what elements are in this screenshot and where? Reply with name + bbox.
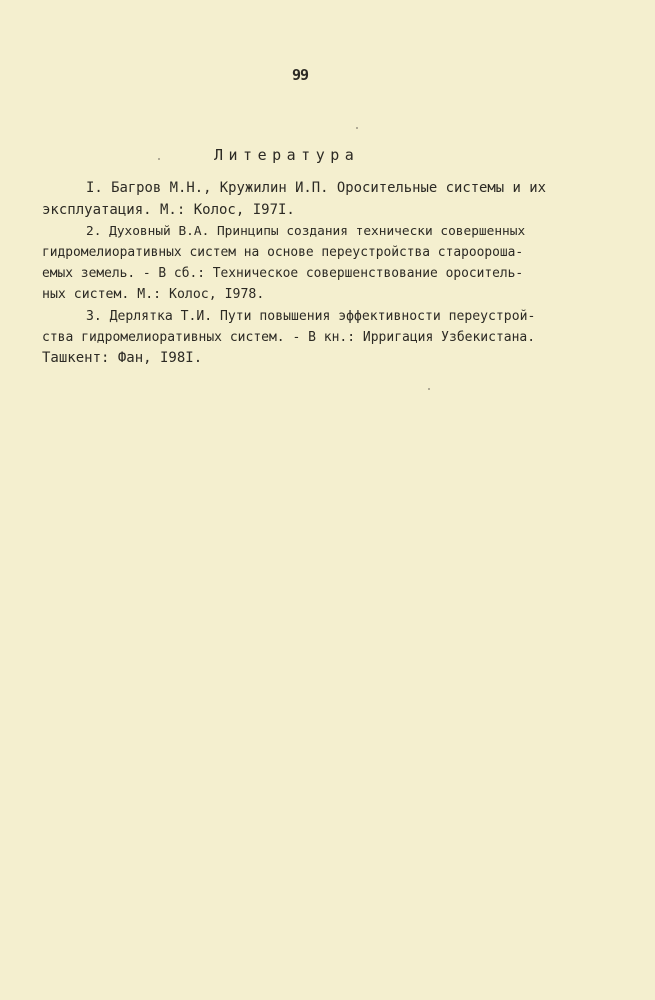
reference-1-line-1: I. Багров М.Н., Кружилин И.П. Оросительные системы и их [86, 180, 546, 196]
reference-2-line-1: 2. Духовный В.А. Принципы создания технически совершенных [86, 224, 526, 239]
references-heading: Литература [214, 146, 360, 164]
reference-2-line-2: гидромелиоративных систем на основе переустройства староороша- [42, 245, 524, 260]
reference-3-line-2: ства гидромелиоративных систем. - В кн.: Ирригация Узбекистана. [42, 330, 536, 345]
paper-speck [428, 388, 430, 390]
reference-2-line-3: емых земель. - В сб.: Техническое совершенствование ороситель- [42, 266, 524, 281]
reference-1-line-2: эксплуатация. М.: Колос, I97I. [42, 202, 295, 218]
paper-speck [158, 158, 160, 160]
paper-speck [356, 127, 358, 129]
reference-3-line-1: 3. Дерлятка Т.И. Пути повышения эффективности переустрой- [86, 309, 536, 324]
reference-3-line-3: Ташкент: Фан, I98I. [42, 350, 203, 366]
page-number: 99 [292, 66, 309, 84]
reference-2-line-4: ных систем. М.: Колос, I978. [42, 287, 265, 302]
